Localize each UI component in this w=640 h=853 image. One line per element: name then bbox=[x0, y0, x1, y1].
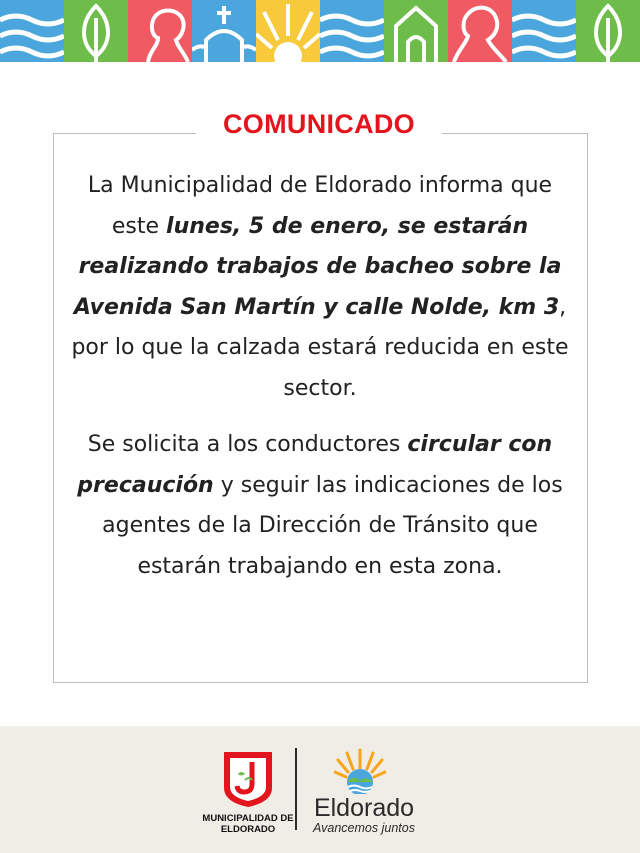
church-icon bbox=[192, 0, 256, 62]
paragraph-1-highlight: lunes, 5 de enero, se estarán realizando trabajos de bacheo sobre la Avenida San Martín y calle Nolde, km 3 bbox=[73, 213, 562, 320]
paragraph-1-intro: La Municipalidad de Eldorado informa que este bbox=[87, 173, 553, 239]
chapel-icon bbox=[384, 0, 448, 62]
footer-divider bbox=[295, 748, 297, 830]
leaf-icon bbox=[576, 0, 640, 62]
sun-icon bbox=[256, 0, 320, 62]
profile-icon bbox=[448, 0, 512, 62]
waves-icon bbox=[320, 0, 384, 62]
eldorado-sun-logo-icon bbox=[334, 748, 386, 794]
decorative-banner bbox=[0, 0, 640, 62]
notice-paragraph-2 bbox=[62, 425, 578, 587]
notice-body bbox=[62, 166, 578, 587]
notice-title: COMUNICADO bbox=[196, 104, 442, 144]
paragraph-2-highlight: circular con precaución bbox=[77, 432, 553, 498]
profile-icon bbox=[128, 0, 192, 62]
notice-paragraph-1 bbox=[62, 166, 578, 409]
footer bbox=[0, 726, 640, 853]
waves-icon bbox=[0, 0, 64, 62]
brand-tagline: Avancemos juntos bbox=[313, 821, 415, 835]
waves-icon bbox=[512, 0, 576, 62]
paragraph-2-intro: Se solicita a los conductores bbox=[87, 432, 408, 457]
municipality-name: MUNICIPALIDAD DE ELDORADO bbox=[202, 813, 294, 835]
paragraph-1-outro: , por lo que la calzada estará reducida en este sector. bbox=[71, 294, 569, 401]
brand-name: Eldorado bbox=[313, 794, 415, 822]
municipality-shield-icon bbox=[222, 750, 274, 808]
paragraph-2-outro: y seguir las indicaciones de los agentes de la Dirección de Tránsito que estarán trabajando en esta zona. bbox=[102, 472, 563, 579]
leaf-icon bbox=[64, 0, 128, 62]
